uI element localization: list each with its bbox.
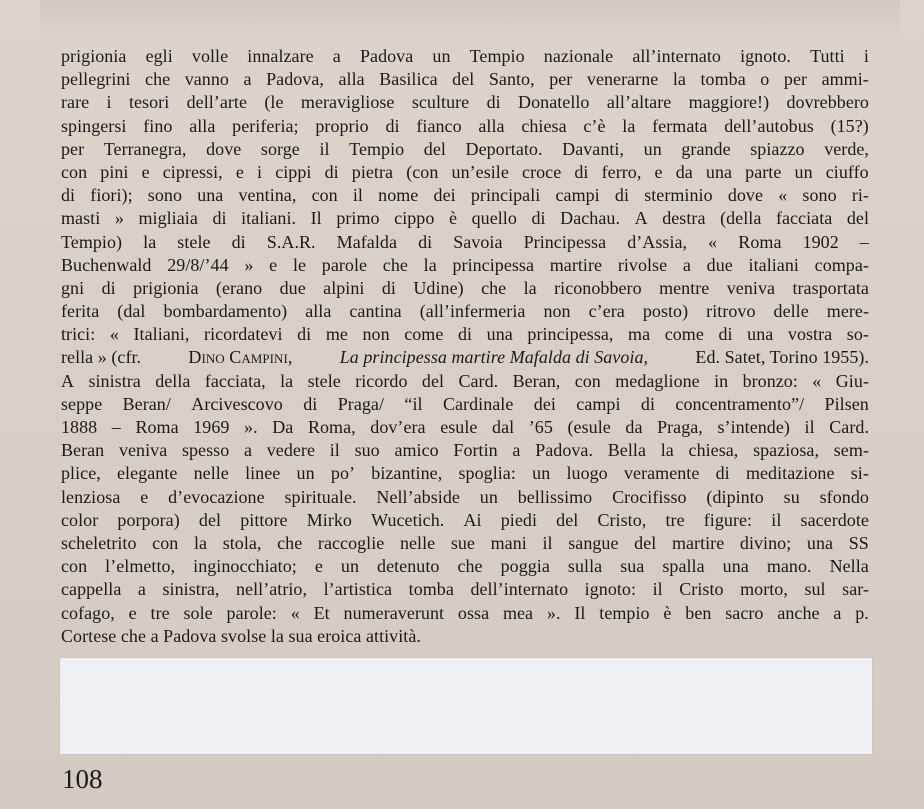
text-line: masti » migliaia di italiani. Il primo cippo è quello di Dachau. A destra (della facciata del [61, 208, 869, 229]
citation-line [61, 346, 869, 369]
citation-pre: rella » (cfr. [61, 347, 142, 368]
text-line: ferita (dal bombardamento) alla cantina (all’infermeria non c’era posto) ritrovo delle mere- [61, 301, 869, 322]
citation-author: Dino Campini, [188, 347, 293, 368]
text-line: Tempio) la stele di S.A.R. Mafalda di Savoia Principessa d’Assia, « Roma 1902 – [61, 231, 869, 252]
footnote-cover-paper [60, 658, 872, 754]
last-line: Cortese che a Padova svolse la sua eroica attività. [61, 625, 421, 646]
text-line-after: cappella a sinistra, nell’atrio, l’artistica tomba dell’internato ignoto: il Cristo morto, sul sar- [61, 579, 869, 600]
text-line: spingersi fino alla periferia; proprio di fianco alla chiesa c’è la fermata dell’autobus (15?) [61, 115, 869, 136]
text-line: trici: « Italiani, ricordatevi di me non come di una principessa, ma come di una vostra so- [61, 324, 869, 345]
text-line: pellegrini che vanno a Padova, alla Basilica del Santo, per venerarne la tomba o per ammi- [61, 69, 869, 90]
text-line-after: scheletrito con la stola, che raccoglie nelle sue mani il sangue del martire divino; una SS [61, 532, 869, 553]
text-line: prigionia egli volle innalzare a Padova un Tempio nazionale all’internato ignoto. Tutti i [61, 46, 869, 66]
text-line: con pini e cipressi, e i cippi di pietra (con un’esile croce di ferro, e da una parte un ciuffo [61, 161, 869, 182]
text-line: di fiori); sono una ventina, con il nome dei principali campi di sterminio dove « sono ri- [61, 185, 869, 206]
show-through-top [40, 0, 900, 40]
text-line-after: Beran veniva spesso a vedere il suo amico Fortin a Padova. Bella la chiesa, spaziosa, sem- [61, 440, 869, 461]
text-line-after: 1888 – Roma 1969 ». Da Roma, dov’era esule dal ’65 (esule da Praga, s’intende) il Card. [61, 417, 869, 437]
text-line-after: cofago, e tre sole parole: « Et numeraverunt ossa mea ». Il tempio è ben sacro anche a p. [61, 602, 869, 623]
text-line-after: color porpora) del pittore Mirko Wucetich. Ai piedi del Cristo, tre figure: il sacerdote [61, 509, 869, 530]
text-line: gni di prigionia (erano due alpini di Udine) che la riconobbero mentre veniva trasportata [61, 277, 869, 298]
text-line-after: con l’elmetto, inginocchiato; e un detenuto che poggia sulla sua spalla una mano. Nella [61, 556, 869, 577]
text-line: Buchenwald 29/8/’44 » e le parole che la principessa martire rivolse a due italiani compa- [61, 254, 869, 275]
text-line-after: seppe Beran/ Arcivescovo di Praga/ “il Cardinale dei campi di concentramento”/ Pilsen [61, 393, 869, 414]
text-line: rare i tesori dell’arte (le meravigliose sculture di Donatello all’altare maggiore!) dovrebbero [61, 92, 869, 113]
citation-book-title: La principessa martire Mafalda di Savoia, [339, 347, 649, 368]
text-line-after: lenziosa e d’evocazione spirituale. Nell’abside un bellissimo Crocifisso (dipinto su sfondo [61, 486, 869, 507]
text-line: per Terranegra, dove sorge il Tempio del Deportato. Davanti, un grande spiazzo verde, [61, 138, 869, 159]
page-number: 108 [62, 764, 103, 794]
citation-post: Ed. Satet, Torino 1955). [695, 347, 869, 368]
text-line-after: plice, elegante nelle linee un po’ bizantine, spoglia: un luogo veramente di meditazione si- [61, 463, 869, 484]
body-text [61, 45, 869, 648]
text-line-after: A sinistra della facciata, la stele ricordo del Card. Beran, con medaglione in bronzo: « Giu- [61, 370, 869, 391]
